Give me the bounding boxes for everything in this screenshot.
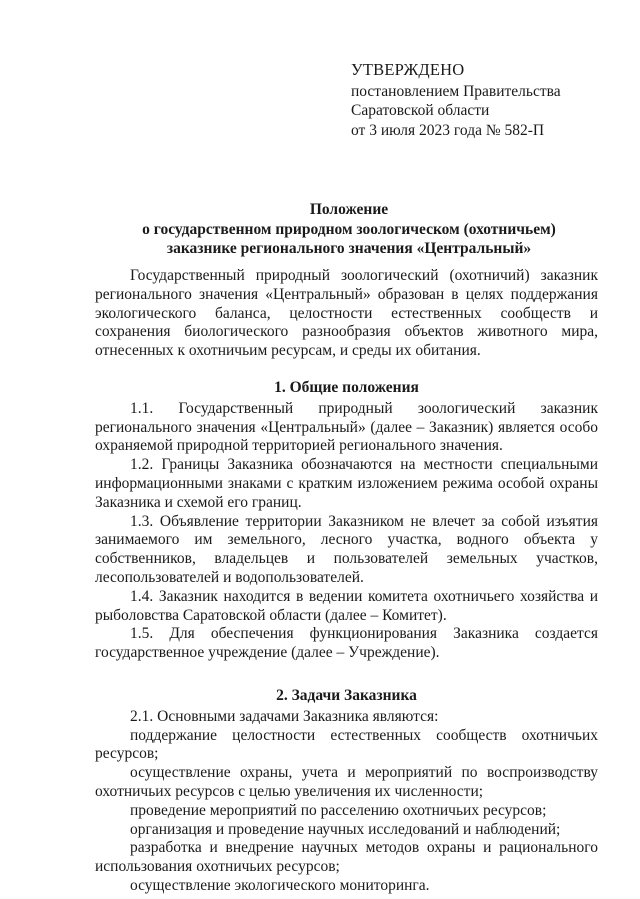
section-item: организация и проведение научных исследований и наблюдений; [130, 820, 561, 838]
intro-paragraph: Государственный природный зоологический (охотничий) заказник регионального значения «Центральный» образован в целях поддержания экологического баланса, целостности естественных сообществ и сохранения биологического разнообразия объектов животного мира, отнесенных к охотничьим ресурсам, и среды их обитания. [95, 267, 598, 360]
section-item: 1.1. Государственный природный зоологический заказник регионального значения «Центральный» (далее – Заказник) является особо охраняемой природной территорией регионального значения. [95, 399, 598, 455]
section-item: 1.4. Заказник находится в ведении комитета охотничьего хозяйства и рыболовства Саратовской области (далее – Комитет). [95, 587, 598, 624]
section-item: поддержание целостности естественных сообществ охотничьих ресурсов; [95, 726, 598, 763]
approval-stamp [351, 60, 561, 140]
approval-line: Саратовской области [351, 102, 490, 119]
section-item: разработка и внедрение научных методов охраны и рационального использования охотничьих ресурсов; [95, 839, 598, 876]
approval-line: от 3 июля 2023 года № 582-П [351, 121, 545, 139]
section-item: осуществление охраны, учета и мероприятий по воспроизводству охотничьих ресурсов с целью увеличения их численности; [95, 764, 598, 800]
section-item: 1.3. Объявление территории Заказником не влечет за собой изъятия занимаемого им земельного, лесного участка, водного объекта у собственников, владельцев и пользователей земельных участков, лесопользователей и водопользователей. [95, 512, 598, 586]
document-title-line: заказнике регионального значения «Центральный» [166, 240, 532, 257]
section-item: осуществление экологического мониторинга. [130, 876, 430, 894]
section-item: 1.2. Границы Заказника обозначаются на местности специальными информационными знаками с кратким изложением режима особой охраны Заказника и схемой его границ. [95, 456, 598, 511]
section-item: 1.5. Для обеспечения функционирования Заказника создается государственное учреждение (далее – Учреждение). [95, 625, 598, 662]
document-title-line: Положение [309, 201, 389, 218]
section-item: проведение мероприятий по расселению охотничьих ресурсов; [130, 801, 547, 819]
approval-line: постановлением Правительства [351, 82, 561, 100]
section-item: 2.1. Основными задачами Заказника являются: [130, 707, 439, 725]
section-heading: 1. Общие положения [274, 378, 419, 396]
document-title-line: о государственном природном зоологическом (охотничьем) [142, 220, 556, 238]
document-title [100, 200, 598, 259]
section-heading: 2. Задачи Заказника [276, 686, 417, 704]
document-body [95, 267, 598, 896]
approval-title: УТВЕРЖДЕНО [351, 60, 465, 79]
